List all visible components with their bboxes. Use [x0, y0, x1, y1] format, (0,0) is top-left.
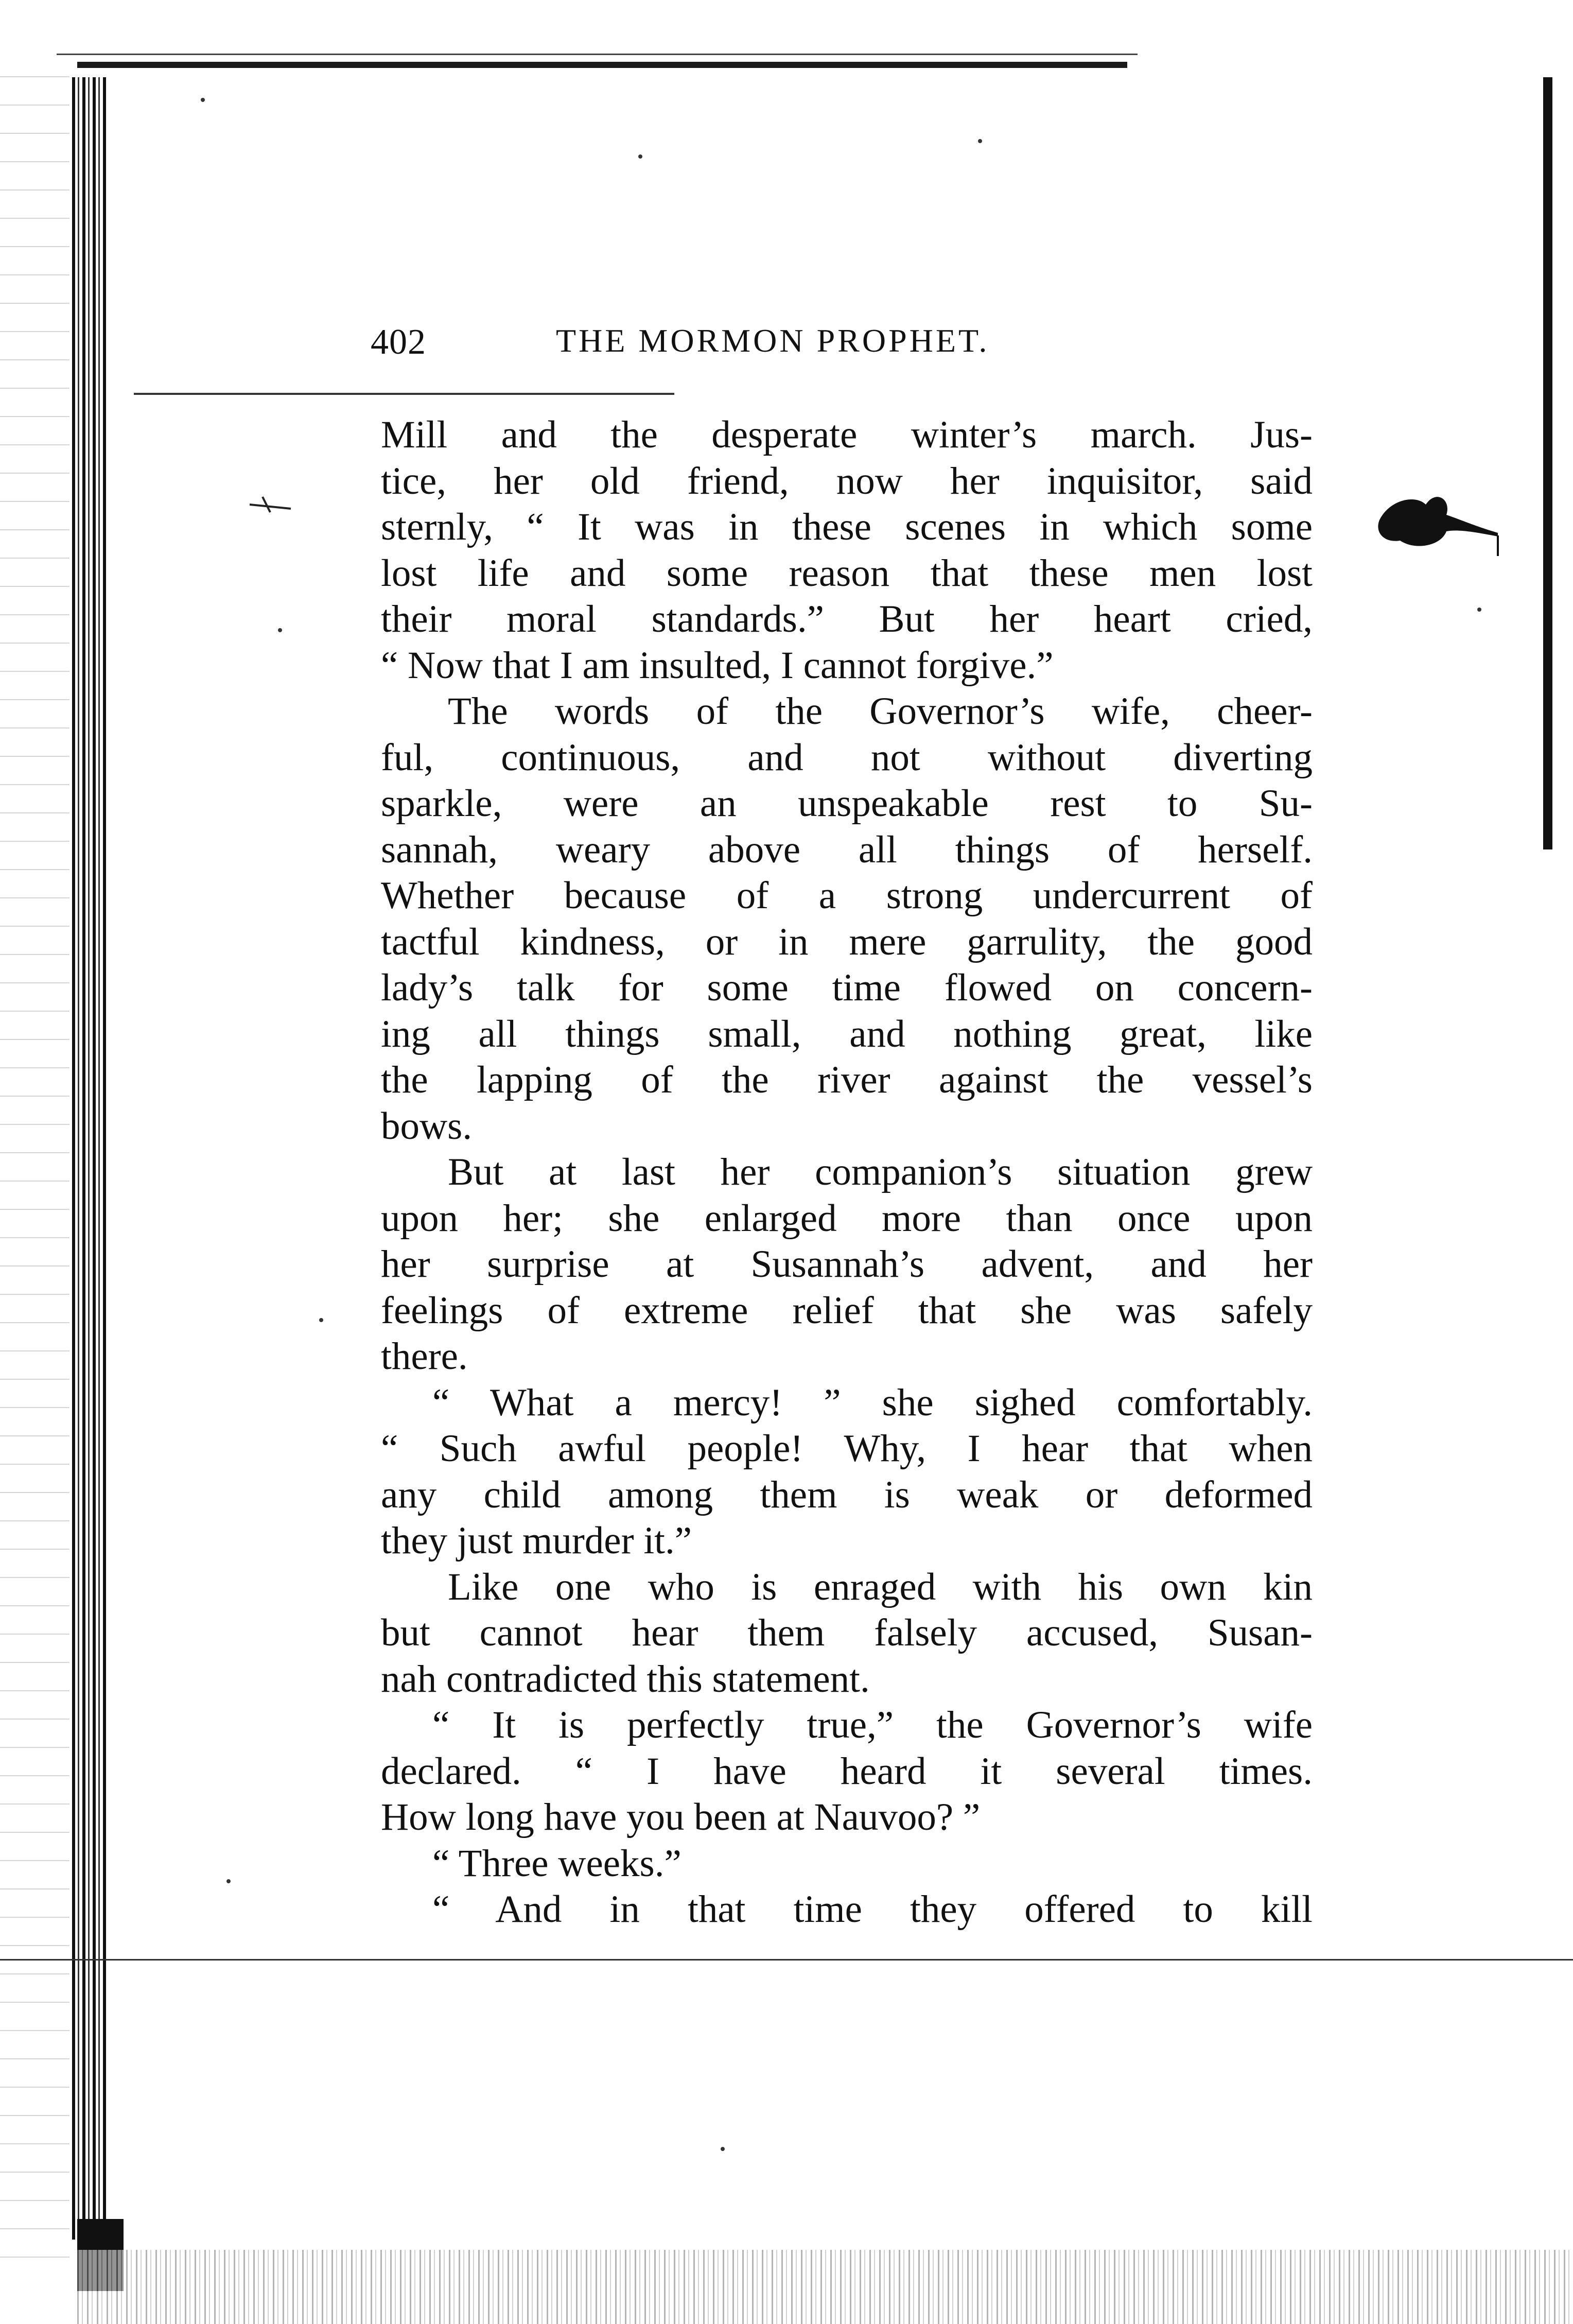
scan-bottom-rule: [0, 1959, 1573, 1961]
text-line: sparkle, were an unspeakable rest to Su-: [381, 782, 1313, 825]
scan-speck: [201, 98, 205, 102]
text-line: ful, continuous, and not without diverting: [381, 736, 1313, 779]
scan-top-rule: [77, 62, 1127, 68]
text-line: feelings of extreme relief that she was safely: [381, 1289, 1313, 1332]
text-line: Mill and the desperate winter’s march. Jus-: [381, 413, 1313, 456]
text-line: declared. “ I have heard it several times.: [381, 1749, 1313, 1793]
scan-speck: [278, 628, 282, 632]
text-line: lady’s talk for some time flowed on concern-: [381, 966, 1313, 1009]
scan-speck: [721, 2147, 725, 2151]
text-line: nah contradicted this statement.: [381, 1657, 870, 1701]
scan-speck: [638, 154, 642, 159]
scan-bottom-noise: [77, 2250, 1573, 2324]
page-number: 402: [371, 322, 426, 362]
ink-blot-margin-mark: [1369, 484, 1503, 566]
scan-top-edge: [57, 54, 1138, 55]
text-line: there.: [381, 1335, 468, 1378]
text-line: Whether because of a strong undercurrent of: [381, 874, 1313, 917]
text-line: “ Such awful people! Why, I hear that when: [381, 1427, 1313, 1470]
scan-speck: [978, 139, 982, 143]
pencil-mark: [247, 494, 293, 515]
text-line: ing all things small, and nothing great, like: [381, 1012, 1313, 1055]
text-line: “ What a mercy! ” she sighed comfortably.: [432, 1381, 1313, 1424]
text-line: “ It is perfectly true,” the Governor’s wife: [432, 1704, 1313, 1746]
text-line: tactful kindness, or in mere garrulity, the good: [381, 920, 1313, 963]
text-line: they just murder it.”: [381, 1519, 692, 1562]
text-line: “ And in that time they offered to kill: [432, 1888, 1313, 1931]
text-line: their moral standards.” But her heart cried,: [381, 598, 1313, 640]
text-line: “ Three weeks.”: [432, 1842, 681, 1885]
text-line: tice, her old friend, now her inquisitor, said: [381, 459, 1313, 502]
text-line: But at last her companion’s situation grew: [448, 1151, 1313, 1193]
scan-speck: [1477, 608, 1481, 612]
text-line: the lapping of the river against the vessel’s: [381, 1059, 1313, 1101]
text-line: Like one who is enraged with his own kin: [448, 1565, 1313, 1608]
scan-binding-shadow: [72, 77, 108, 2240]
scan-right-edge: [1543, 77, 1552, 849]
scan-speck: [319, 1318, 323, 1322]
scan-speck: [226, 1879, 231, 1883]
running-head: THE MORMON PROPHET.: [556, 322, 990, 359]
text-line: her surprise at Susannah’s advent, and her: [381, 1243, 1313, 1286]
text-line: upon her; she enlarged more than once upon: [381, 1196, 1313, 1240]
text-line: lost life and some reason that these men lost: [381, 551, 1313, 595]
text-line: sternly, “ It was in these scenes in which some: [381, 506, 1313, 548]
text-line: bows.: [381, 1104, 473, 1148]
text-line: “ Now that I am insulted, I cannot forgive.”: [381, 644, 1054, 687]
scan-left-edge: [0, 67, 69, 2281]
header-rule: [134, 393, 674, 395]
text-line: any child among them is weak or deformed: [381, 1473, 1313, 1516]
text-line: sannah, weary above all things of herself.: [381, 828, 1313, 871]
text-line: but cannot hear them falsely accused, Susan-: [381, 1611, 1313, 1654]
text-line: The words of the Governor’s wife, cheer-: [448, 690, 1313, 733]
body-text: [381, 412, 1313, 1933]
page-header: [371, 322, 1143, 373]
text-line: How long have you been at Nauvoo? ”: [381, 1796, 981, 1839]
